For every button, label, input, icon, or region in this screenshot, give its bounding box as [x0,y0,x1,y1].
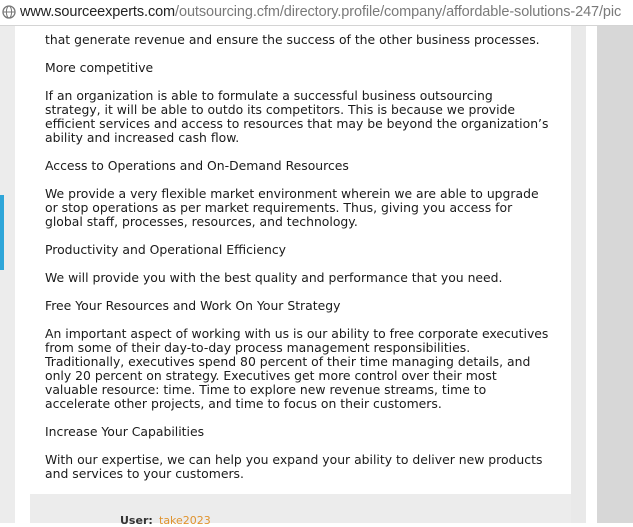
right-margin [571,26,586,523]
section-heading: Productivity and Operational Efficiency [45,242,286,257]
paragraph-line: from some of their day-to-day process management responsibilities. [45,340,471,355]
section-heading: Increase Your Capabilities [45,424,205,439]
comment-footer [30,494,571,523]
user-link[interactable]: take2023 [159,514,211,527]
url-text[interactable] [20,4,621,20]
url-host: www.sourceexperts.com [20,4,176,20]
paragraph-line: We will provide you with the best quality and performance that you need. [45,270,503,285]
left-accent-tab [0,195,4,270]
paragraph-line: and services to your customers. [45,466,244,481]
section-heading: Access to Operations and On-Demand Resources [45,158,349,173]
section-heading: Free Your Resources and Work On Your Strategy [45,298,341,313]
url-path: /outsourcing.cfm/directory.profile/company/affordable-solutions-247/pic [175,4,622,20]
paragraph-line: With our expertise, we can help you expand your ability to deliver new products [45,452,543,467]
address-bar[interactable] [0,0,633,26]
user-label: User: [120,514,153,527]
paragraph-line: ability and increased cash flow. [45,130,240,145]
paragraph-line: or stop operations as per market requirements. Thus, giving you access for [45,200,513,215]
paragraph-line: valuable resource: time. Time to explore new revenue streams, time to [45,382,487,397]
paragraph-line: If an organization is able to formulate a successful business outsourcing [45,88,493,103]
paragraph-line: that generate revenue and ensure the success of the other business processes. [45,32,540,47]
paragraph-line: accelerate other projects, and time to focus on their customers. [45,396,442,411]
paragraph-line: only 20 percent on strategy. Executives get more control over their most [45,368,497,383]
paragraph-line: We provide a very flexible market environment wherein we are able to upgrade [45,186,539,201]
section-heading: More competitive [45,60,154,75]
paragraph-line: global staff, processes, resources, and technology. [45,214,358,229]
scrollbar-track[interactable] [597,26,633,523]
globe-icon [2,5,16,19]
paragraph-line: strategy, it will be able to outdo its competitors. This is because we provide [45,102,516,117]
paragraph-line: efficient services and access to resources that may be beyond the organization’s [45,116,549,131]
right-gutter [586,26,597,523]
paragraph-line: An important aspect of working with us is our ability to free corporate executives [45,326,549,341]
paragraph-line: Traditionally, executives spend 80 percent of their time managing details, and [45,354,531,369]
left-margin [0,26,15,523]
